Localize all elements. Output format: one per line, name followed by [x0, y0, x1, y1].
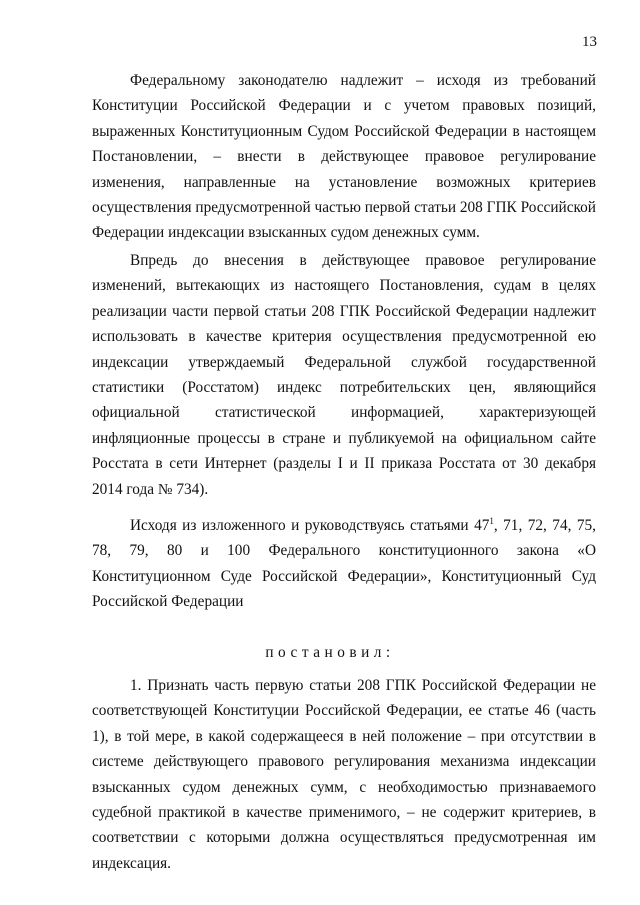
- paragraph-text-start: Исходя из изложенного и руководствуясь статьями 47: [130, 517, 490, 534]
- paragraph-text: Федеральному законодателю надлежит – исходя из требований Конституции Российской Федерации и с учетом правовых позиций, выраженных Конституционным Судом Российской Федерации в настоящем Постановлении, – внести в действующее правовое регулирование изменения, направленные на установление возможных критериев осуществления предусмотренной частью первой статьи 208 ГПК Российской Федерации индексации взысканных судом денежных сумм.: [92, 72, 596, 242]
- paragraph-text: [92, 513, 596, 615]
- resolution-heading: постановил:: [265, 644, 395, 661]
- paragraph-text: 1. Признать часть первую статьи 208 ГПК Российской Федерации не соответствующей Конституции Российской Федерации, ее статье 46 (часть 1), в той мере, в какой содержащееся в ней положение – при отсутствии в системе действующего правового регулирования механизма индексации взысканных судом денежных сумм, с необходимостью признаваемого судебной практикой в качестве применимого, – не содержит критериев, в соответствии с которыми должна осуществляться предусмотренная им индексация.: [92, 677, 596, 872]
- paragraph-grounds: [92, 513, 596, 615]
- page-number: 13: [582, 34, 597, 50]
- paragraph-text: Впредь до внесения в действующее правовое регулирование изменений, вытекающих из настоящего Постановления, судам в целях реализации части первой статьи 208 ГПК Российской Федерации надлежит использовать в качестве критерия осуществления предусмотренной ею индексации утверждаемый Федеральной службой государственной статистики (Росстатом) индекс потребительских цен, являющийся официальной статистической информацией, характеризующей инфляционные процессы в стране и публикуемой на официальном сайте Росстата в сети Интернет (разделы I и II приказа Росстата от 30 декабря 2014 года № 734).: [92, 252, 596, 498]
- paragraph-text-end: , 71, 72, 74, 75, 78, 79, 80 и 100 Федерального конституционного закона «О Конституционном Суде Российской Федерации», Конституционный Суд Российской Федерации: [92, 517, 596, 611]
- paragraph-legislator-duty: [92, 68, 596, 246]
- paragraph-interim-rule: [92, 248, 596, 502]
- paragraph-resolution-item-1: [92, 673, 596, 876]
- article-superscript: 1: [489, 515, 494, 526]
